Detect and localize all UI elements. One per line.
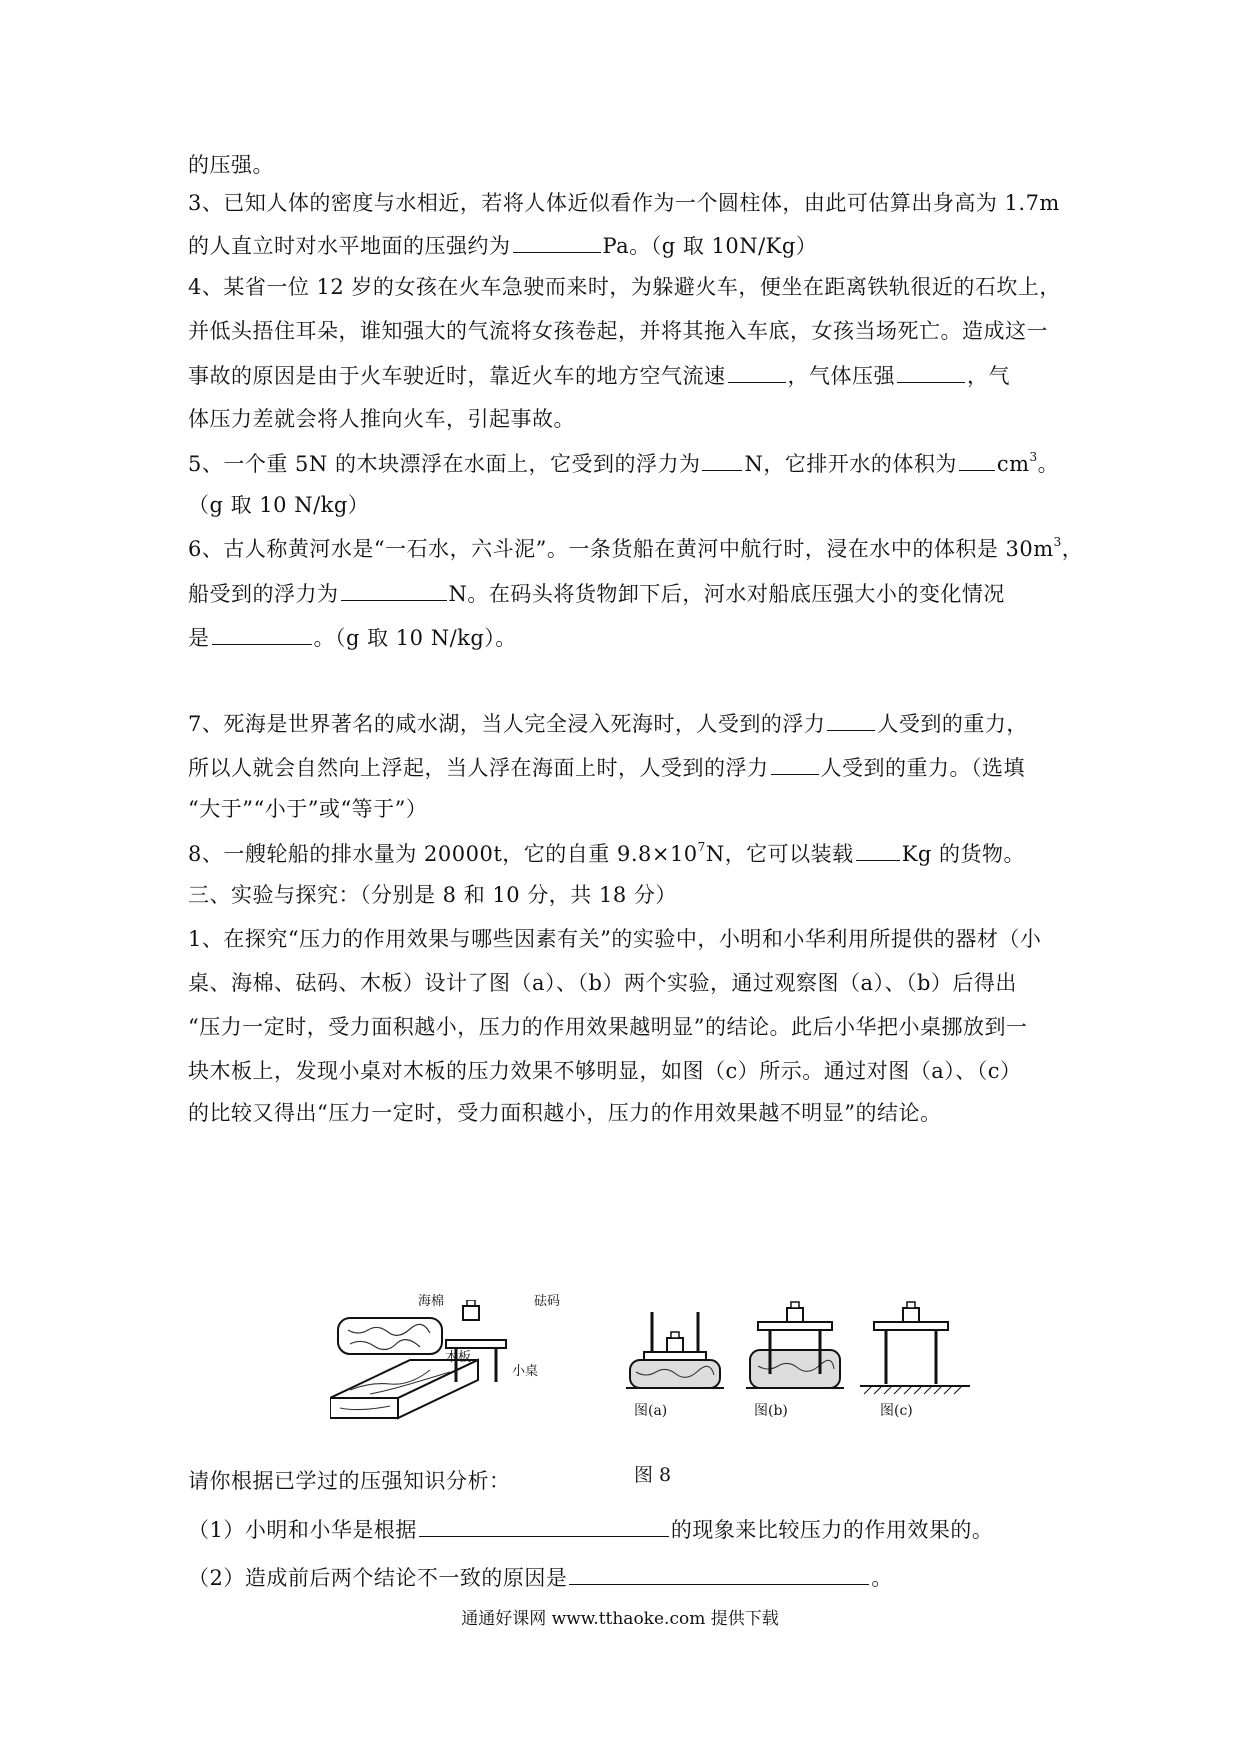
setup-a: [626, 1312, 724, 1388]
experiment-line-2: 桌、海棉、砝码、木板）设计了图（a）、（b）两个实验，通过观察图（a）、（b）后得出: [188, 971, 1017, 995]
answer-blank[interactable]: [856, 838, 900, 861]
question-6-line-3: 是 。（g 取 10 N/kg）。: [188, 622, 517, 653]
text-line: 的压强。: [188, 153, 274, 177]
answer-blank[interactable]: [728, 360, 786, 383]
part-1-line: （1）小明和小华是根据 的现象来比较压力的作用效果的。: [188, 1514, 993, 1545]
question-3-line-2: 的人直立时对水平地面的压强约为 Pa。（g 取 10N/Kg）: [188, 230, 817, 261]
figure-8-illustration: [330, 1300, 1090, 1430]
question-4-line-1: 4、某省一位 12 岁的女孩在火车急驶而来时，为躲避火车，便坐在距离铁轨很近的石坎上，: [188, 275, 1061, 299]
answer-blank[interactable]: [212, 622, 312, 645]
question-7-line-2: 所以人就会自然向上浮起，当人浮在海面上时，人受到的浮力 人受到的重力。（选填: [188, 752, 1025, 783]
question-7-line-1: 7、死海是世界著名的咸水湖，当人完全浸入死海时，人受到的浮力 人受到的重力，: [188, 708, 1028, 739]
answer-blank[interactable]: [341, 578, 447, 601]
caption-b: 图(b): [754, 1403, 788, 1419]
caption-a: 图(a): [634, 1403, 668, 1419]
footer-text: 通通好课网 www.tthaoke.com 提供下载: [461, 1609, 779, 1629]
section-heading: 三、实验与探究：（分别是 8 和 10 分，共 18 分）: [188, 883, 677, 907]
answer-blank[interactable]: [702, 448, 742, 471]
answer-blank[interactable]: [827, 708, 875, 731]
experiment-line-3: “压力一定时，受力面积越小，压力的作用效果越明显”的结论。此后小华把小桌挪放到一: [188, 1015, 1028, 1039]
question-7-line-3: “大于”“小于”或“等于”）: [188, 797, 428, 821]
label-table: 小桌: [512, 1364, 539, 1379]
question-4-line-3: 事故的原因是由于火车驶近时，靠近火车的地方空气流速 ，气体压强 ，气: [188, 360, 1010, 391]
question-3-line-1: 3、已知人体的密度与水相近，若将人体近似看作为一个圆柱体，由此可估算出身高为 1.7m: [188, 191, 1060, 215]
setup-c: [860, 1302, 970, 1394]
caption-c: 图(c): [880, 1403, 913, 1419]
answer-blank[interactable]: [569, 1562, 869, 1585]
question-5-line-2: （g 取 10 N/kg）: [188, 493, 370, 517]
question-4-line-4: 体压力差就会将人推向火车，引起事故。: [188, 407, 575, 431]
experiment-line-1: 1、在探究“压力的作用效果与哪些因素有关”的实验中，小明和小华利用所提供的器材（小: [188, 927, 1042, 951]
label-board: 木板: [445, 1350, 472, 1365]
figure-title: 图 8: [634, 1464, 672, 1486]
question-5-line-1: 5、一个重 5N 的木块漂浮在水面上，它受到的浮力为 N，它排开水的体积为 $cm^3$。: [188, 450, 1060, 476]
answer-blank[interactable]: [513, 230, 601, 253]
label-sponge: 海棉: [418, 1294, 445, 1309]
sponge-icon: [338, 1318, 442, 1354]
analysis-prompt: 请你根据已学过的压强知识分析：: [188, 1469, 511, 1493]
setup-b: [746, 1302, 844, 1388]
answer-blank[interactable]: [897, 360, 965, 383]
question-6-line-2: 船受到的浮力为 N。在码头将货物卸下后，河水对船底压强大小的变化情况: [188, 578, 1005, 609]
answer-blank[interactable]: [771, 752, 819, 775]
experiment-line-4: 块木板上，发现小桌对木板的压力效果不够明显，如图（c）所示。通过对图（a）、（c）: [188, 1059, 1022, 1083]
weight-icon: [463, 1300, 479, 1320]
answer-blank[interactable]: [419, 1514, 669, 1537]
label-weight: 砝码: [534, 1294, 561, 1309]
experiment-line-5: 的比较又得出“压力一定时，受力面积越小，压力的作用效果越不明显”的结论。: [188, 1101, 942, 1125]
question-6-line-1: 6、古人称黄河水是“一石水，六斗泥”。一条货船在黄河中航行时，浸在水中的体积是 $30m^3$，: [188, 535, 1084, 561]
part-2-line: （2）造成前后两个结论不一致的原因是 。: [188, 1562, 893, 1593]
question-8-line: 8、一艘轮船的排水量为 20000t，它的自重 $9.8\times 10^7N$，它可以装载 Kg 的货物。: [188, 840, 1025, 866]
question-4-line-2: 并低头捂住耳朵，谁知强大的气流将女孩卷起，并将其拖入车底，女孩当场死亡。造成这一: [188, 319, 1048, 343]
answer-blank[interactable]: [959, 448, 995, 471]
